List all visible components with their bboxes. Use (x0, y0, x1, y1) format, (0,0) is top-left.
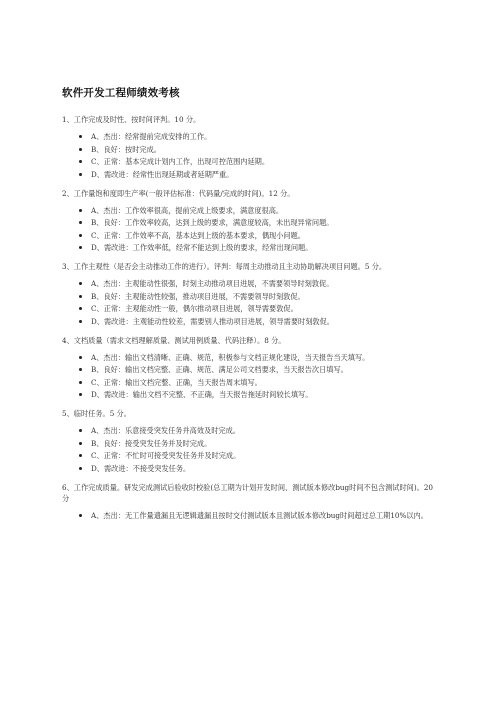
bullet-icon (79, 307, 82, 310)
criteria-text: A、杰出：主观能动性很强，时刻主动推动项目进展，不需要领导时刻敦促。 (91, 279, 334, 288)
bullet-icon (79, 467, 82, 470)
criteria-item (79, 450, 442, 461)
criteria-item (79, 242, 442, 253)
bullet-icon (79, 282, 82, 285)
criteria-text: C、正常：主观能动性一般，偶尔推动项目进展，领导需要敦促。 (91, 304, 298, 313)
criteria-item (79, 377, 442, 388)
section-heading: 6、工作完成质量。研发完成测试后验收时校验(总工期为计划开发时间、测试版本修改bug时间不包含测试时间)。20 分 (62, 482, 433, 503)
section-1 (62, 114, 442, 180)
bullet-icon (79, 454, 82, 457)
criteria-text: A、杰出：经常提前完成安排的工作。 (91, 132, 212, 141)
criteria-item (79, 425, 442, 436)
criteria-item (79, 217, 442, 228)
criteria-item (79, 316, 442, 327)
criteria-item (79, 438, 442, 449)
section-4 (62, 335, 442, 401)
section-2 (62, 188, 442, 254)
criteria-text: B、良好：输出文档完整、正确、规范、满足公司文档要求，当天报告次日填写。 (91, 365, 348, 374)
criteria-text: D、需改进：工作效率低，经常不能达到上级的要求，经常出现问题。 (91, 243, 313, 252)
criteria-text: A、杰出：乐意接受突发任务并高效及时完成。 (91, 426, 240, 435)
criteria-item (79, 131, 442, 142)
section-heading: 2、工作量饱和度即生产率(一般评估标准：代码量/完成的时间)。12 分。 (62, 188, 295, 198)
criteria-list (62, 352, 442, 401)
bullet-icon (79, 368, 82, 371)
bullet-icon (79, 514, 82, 517)
criteria-item (79, 230, 442, 241)
criteria-item (79, 156, 442, 167)
criteria-item (79, 291, 442, 302)
section-heading: 3、工作主观性（是否会主动推动工作的进行）。评判：每周主动推动且主动协助解决项目问题。5 分。 (62, 262, 387, 271)
bullet-icon (79, 356, 82, 359)
criteria-text: B、良好：接受突发任务并及时完成。 (91, 438, 212, 448)
criteria-item (79, 278, 442, 289)
document-title: 软件开发工程师绩效考核 (62, 87, 180, 99)
bullet-icon (79, 160, 82, 163)
criteria-text: D、需改进：主观能动性较差，需要别人推动项目进展，领导需要时刻敦促。 (91, 316, 334, 326)
criteria-item (79, 205, 442, 216)
criteria-text: C、正常：不忙时可接受突发任务并及时完成。 (91, 451, 241, 460)
criteria-text: B、良好：按时完成。 (91, 144, 161, 154)
bullet-icon (79, 246, 82, 249)
criteria-item (79, 303, 442, 314)
criteria-text: A、杰出：输出文档清晰、正确、规范，积极参与文档正规化建设，当天报告当天填写。 (91, 352, 370, 362)
bullet-icon (79, 320, 82, 323)
bullet-icon (79, 234, 82, 237)
criteria-text: D、需改进：不接受突发任务。 (91, 463, 191, 473)
bullet-icon (79, 135, 82, 138)
criteria-text: D、需改进：输出文档不完整、不正确，当天报告拖延时间较长填写。 (91, 390, 313, 399)
bullet-icon (79, 173, 82, 176)
document-body (62, 114, 442, 529)
criteria-list (62, 278, 442, 327)
section-heading: 5、临时任务。5 分。 (62, 409, 131, 418)
bullet-icon (79, 209, 82, 212)
criteria-list (62, 131, 442, 180)
bullet-icon (79, 442, 82, 445)
section-6 (62, 482, 442, 521)
criteria-text: B、良好：工作效率较高，达到上级的要求，满意度较高，未出现异常问题。 (91, 218, 334, 227)
criteria-text: C、正常：工作效率不高，基本达到上级的基本要求，偶现小问题。 (91, 230, 305, 240)
bullet-icon (79, 393, 82, 396)
criteria-item (79, 144, 442, 155)
criteria-item (79, 463, 442, 474)
criteria-text: A、杰出：无工作量遗漏且无逻辑遗漏且按时交付测试版本且测试版本修改bug时间超过总工期10%以内。 (91, 510, 428, 520)
section-heading: 1、工作完成及时性、按时间评判。10 分。 (62, 115, 201, 124)
criteria-item (79, 389, 442, 400)
section-heading: 4、文档质量（需求文档理解质量、测试用例质量、代码注释）。8 分。 (62, 335, 286, 345)
criteria-list (62, 510, 442, 521)
criteria-text: B、良好：主观能动性较强，推动项目进展，不需要领导时刻敦促。 (91, 291, 305, 301)
criteria-text: D、需改进：经常性出现延期或者延期严重。 (91, 169, 234, 179)
criteria-list (62, 205, 442, 254)
section-3 (62, 261, 442, 327)
section-5 (62, 408, 442, 474)
criteria-item (79, 352, 442, 363)
criteria-item (79, 364, 442, 375)
bullet-icon (79, 148, 82, 151)
criteria-item (79, 169, 442, 180)
bullet-icon (79, 429, 82, 432)
criteria-text: C、正常：输出文档完整、正确，当天报告周末填写。 (91, 377, 262, 387)
criteria-list (62, 425, 442, 474)
bullet-icon (79, 221, 82, 224)
bullet-icon (79, 381, 82, 384)
criteria-text: A、杰出：工作效率很高，提前完成上级要求，满意度很高。 (91, 205, 284, 215)
criteria-item (79, 510, 442, 521)
bullet-icon (79, 295, 82, 298)
criteria-text: C、正常：基本完成计划内工作，出现可控范围内延期。 (91, 157, 270, 166)
